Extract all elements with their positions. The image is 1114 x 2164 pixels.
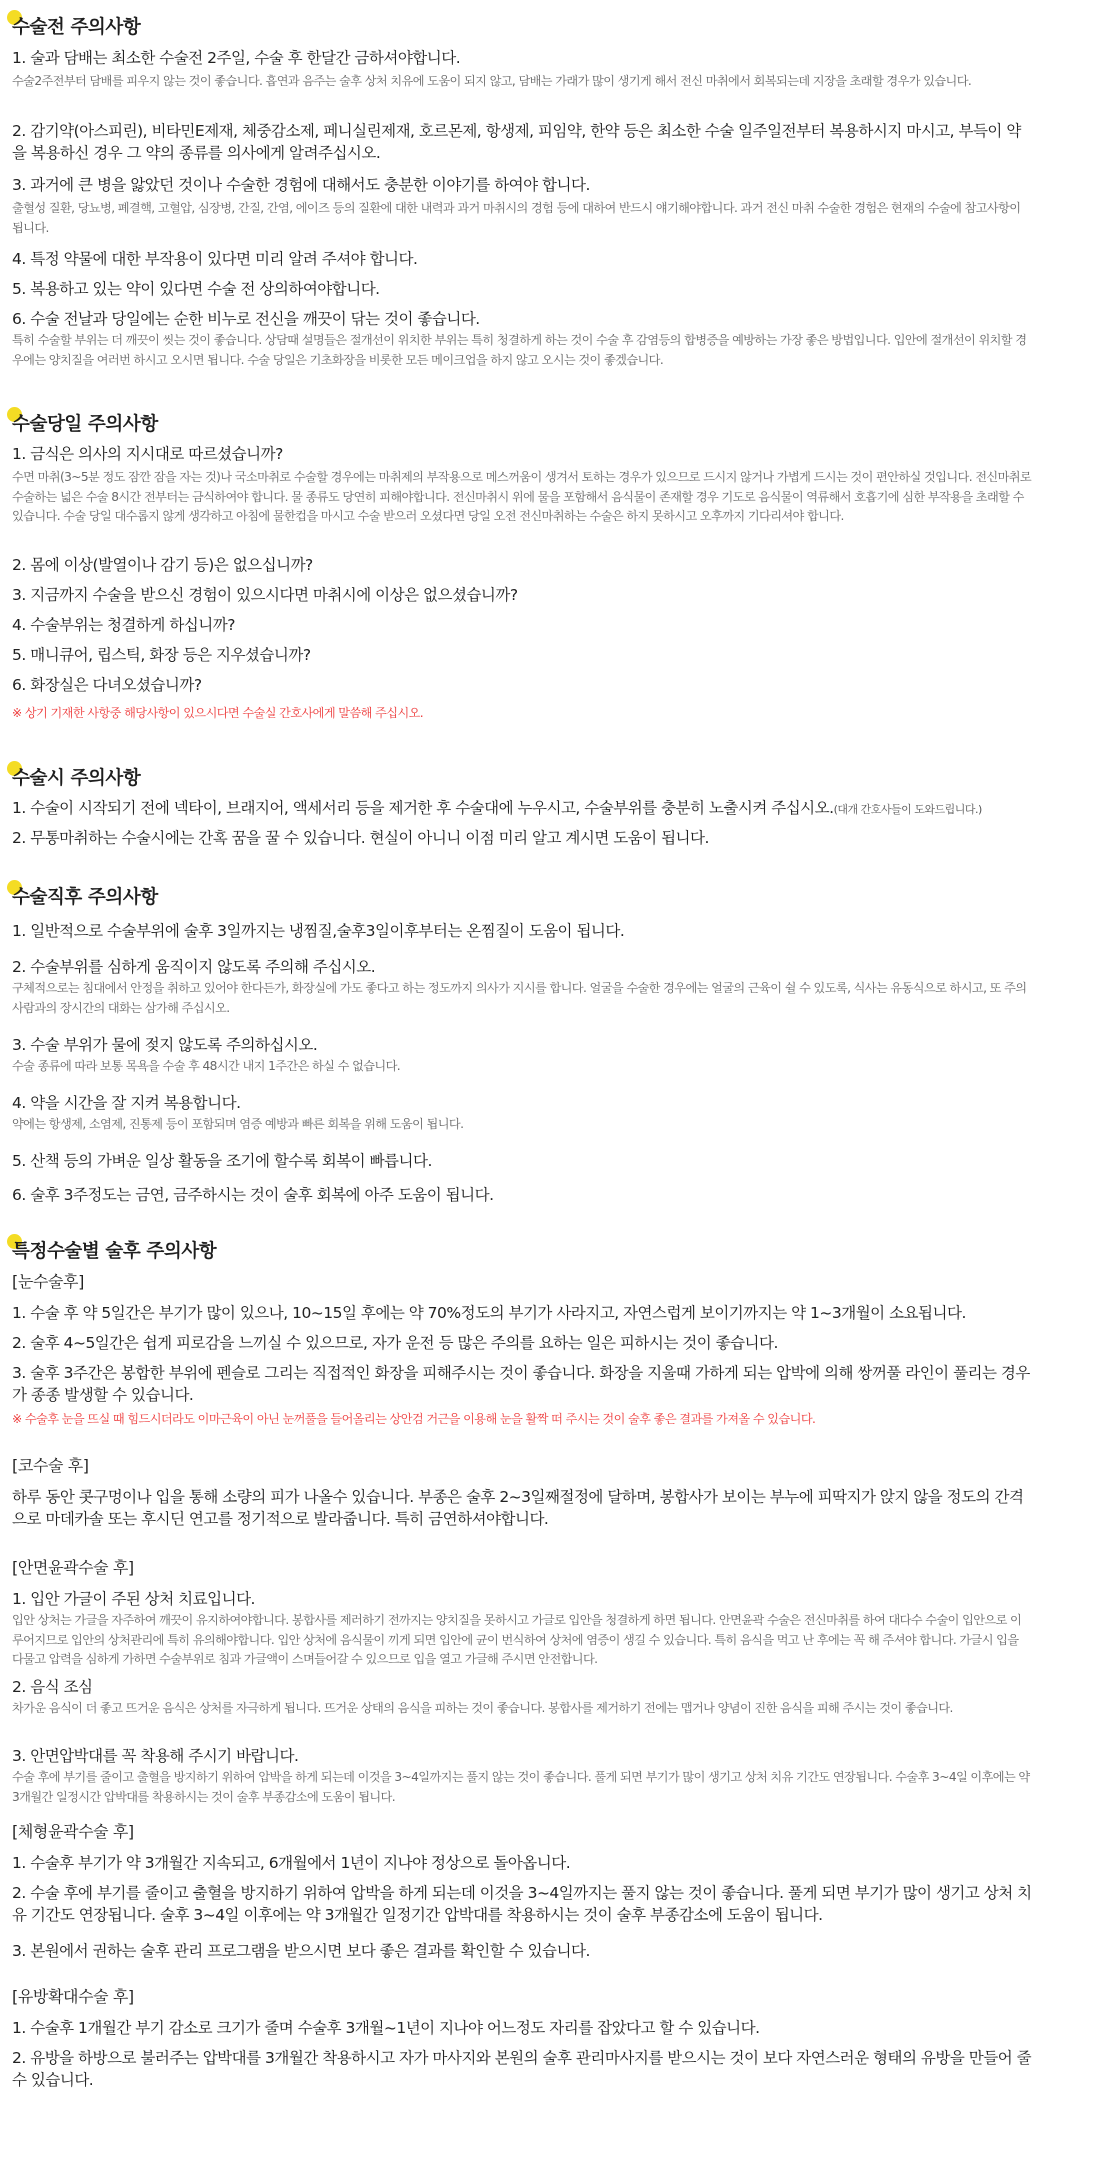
warning-note: ※ 상기 기재한 사항중 해당사항이 있으시다면 수술실 간호사에게 말씀해 주십시오. — [12, 706, 424, 720]
list-item: 3. 본원에서 권하는 술후 관리 프로그램을 받으시면 보다 좋은 결과를 확인할 수 있습니다. — [12, 1942, 590, 1960]
item-note: 약에는 항생제, 소염제, 진통제 등이 포함되며 염증 예방과 빠른 회복을 위해 도움이 됩니다. — [12, 1117, 464, 1131]
item-note: 출혈성 질환, 당뇨병, 폐결핵, 고혈압, 심장병, 간질, 간염, 에이즈 등의 질환에 대한 내력과 과거 마취시의 경험 등에 대하여 반드시 얘기해야합니다. 과거 전신 마취 수술한 경험은 현재의 수술에 참고사항이 됩니다. — [12, 201, 1021, 235]
section-title: 수술전 주의사항 — [12, 17, 141, 38]
section-during — [12, 767, 1102, 847]
section-heading — [12, 1240, 1102, 1264]
list-item: 5. 복용하고 있는 약이 있다면 수술 전 상의하여야합니다. — [12, 280, 380, 298]
list-item: 3. 지금까지 수술을 받으신 경험이 있으시다면 마취시에 이상은 없으셨습니까? — [12, 586, 518, 604]
list-item: 2. 무통마취하는 수술시에는 간혹 꿈을 꿀 수 있습니다. 현실이 아니니 이점 미리 알고 계시면 도움이 됩니다. — [12, 829, 709, 847]
item-note: 구체적으로는 침대에서 안정을 취하고 있어야 한다든가, 화장실에 가도 좋다고 하는 정도까지 의사가 지시를 합니다. 얼굴을 수술한 경우에는 얼굴의 근육이 쉴 수 있도록, 식사는 유동식으로 하시고, 또 주의사람과의 장시간의 대화는 삼가해 주십시오. — [12, 981, 1027, 1015]
list-item: 1. 수술 후 약 5일간은 부기가 많이 있으나, 10~15일 후에는 약 70%정도의 부기가 사라지고, 자연스럽게 보이기까지는 약 1~3개월이 소요됩니다. — [12, 1304, 966, 1322]
section-heading — [12, 16, 1102, 40]
section-title: 수술시 주의사항 — [12, 768, 141, 789]
list-item: 1. 수술후 부기가 약 3개월간 지속되고, 6개월에서 1년이 지나야 정상으로 돌아옵니다. — [12, 1854, 571, 1872]
list-item: 2. 수술부위를 심하게 움직이지 않도록 주의해 주십시오. — [12, 958, 376, 976]
section-pre-op — [12, 16, 1102, 367]
paragraph: 하루 동안 콧구멍이나 입을 통해 소량의 피가 나올수 있습니다. 부종은 술후 2~3일째절정에 달하며, 봉합사가 보이는 부누에 피딱지가 앉지 않을 정도의 간격으로 마데카솔 또는 후시딘 연고를 정기적으로 발라줍니다. 특히 금연하셔야합니다. — [12, 1488, 1024, 1528]
list-item: 6. 수술 전날과 당일에는 순한 비누로 전신을 깨끗이 닦는 것이 좋습니다. — [12, 310, 480, 328]
list-item: 2. 술후 4~5일간은 쉽게 피로감을 느끼실 수 있으므로, 자가 운전 등 많은 주의를 요하는 일은 피하시는 것이 좋습니다. — [12, 1334, 778, 1352]
list-item: 4. 특정 약물에 대한 부작용이 있다면 미리 알려 주셔야 합니다. — [12, 250, 418, 268]
list-item-aside: (대개 간호사들이 도와드립니다.) — [833, 803, 982, 816]
list-item: 2. 유방을 하방으로 불러주는 압박대를 3개월간 착용하시고 자가 마사지와 본원의 술후 관리마사지를 받으시는 것이 보다 자연스러운 형태의 유방을 만들어 줄 수 있습니다. — [12, 2049, 1032, 2089]
list-item: 3. 과거에 큰 병을 앓았던 것이나 수술한 경험에 대해서도 충분한 이야기를 하여야 합니다. — [12, 176, 590, 194]
list-item: 2. 감기약(아스피린), 비타민E제재, 체중감소제, 페니실린제재, 호르몬제, 항생제, 피임약, 한약 등은 최소한 수술 일주일전부터 복용하시지 마시고, 부득이 약을 복용하신 경우 그 약의 종류를 의사에게 알려주십시오. — [12, 122, 1021, 162]
list-item: 3. 술후 3주간은 봉합한 부위에 펜슬로 그리는 직접적인 화장을 피해주시는 것이 좋습니다. 화장을 지울때 가하게 되는 압박에 의해 쌍꺼풀 라인이 풀리는 경우가 종종 발생할 수 있습니다. — [12, 1364, 1030, 1404]
item-note: 특히 수술할 부위는 더 깨끗이 씻는 것이 좋습니다. 상담때 설명들은 절개선이 위치한 부위는 특히 청결하게 하는 것이 수술 후 감염등의 합병증을 예방하는 가장 좋은 방법입니다. 입안에 절개선이 위치할 경우에는 양치질을 여러번 하시고 오시면 됩니다. 수술 당일은 기초화장을 비롯한 모든 메이크업을 하지 않고 오시는 것이 좋겠습니다. — [12, 333, 1027, 367]
section-specific — [12, 1240, 1102, 2089]
list-item: 1. 입안 가글이 주된 상처 치료입니다. — [12, 1590, 255, 1608]
subsection-label-facial: [안면윤곽수술 후] — [12, 1558, 134, 1577]
item-note: 수술2주전부터 담배를 피우지 않는 것이 좋습니다. 흡연과 음주는 술후 상처 치유에 도움이 되지 않고, 담배는 가래가 많이 생기게 해서 전신 마취에서 회복되는데 지장을 초래할 경우가 있습니다. — [12, 74, 972, 88]
list-item: 6. 술후 3주정도는 금연, 금주하시는 것이 술후 회복에 아주 도움이 됩니다. — [12, 1186, 494, 1204]
warning-note: ※ 수술후 눈을 뜨실 때 힘드시더라도 이마근육이 아닌 눈꺼풀을 들어올리는 상안검 거근을 이용해 눈을 활짝 떠 주시는 것이 술후 좋은 결과를 가져올 수 있습니다. — [12, 1412, 816, 1426]
list-item: 4. 약을 시간을 잘 지켜 복용합니다. — [12, 1094, 241, 1112]
section-title: 수술당일 주의사항 — [12, 414, 158, 435]
section-post-op — [12, 886, 1102, 1204]
subsection-label-breast: [유방확대수술 후] — [12, 1987, 134, 2006]
section-title: 특정수술별 술후 주의사항 — [12, 1241, 217, 1262]
list-item: 1. 수술후 1개월간 부기 감소로 크기가 줄며 수술후 3개월~1년이 지나야 어느정도 자리를 잡았다고 할 수 있습니다. — [12, 2019, 760, 2037]
list-item: 5. 매니큐어, 립스틱, 화장 등은 지우셨습니까? — [12, 646, 311, 664]
list-item: 6. 화장실은 다녀오셨습니까? — [12, 676, 202, 694]
subsection-label-eye: [눈수술후] — [12, 1272, 84, 1291]
list-item — [12, 797, 982, 821]
section-heading — [12, 767, 1102, 791]
list-item: 2. 수술 후에 부기를 줄이고 출혈을 방지하기 위하여 압박을 하게 되는데 이것을 3~4일까지는 풀지 않는 것이 좋습니다. 풀게 되면 부기가 많이 생기고 상처 치유 기간도 연장됩니다. 술후 3~4일 이후에는 약 3개월간 일정기간 압박대를 착용하시는 것이 술후 부종감소에 도움이 됩니다. — [12, 1884, 1032, 1924]
section-day-of — [12, 413, 1102, 720]
item-note: 수면 마취(3~5분 정도 잠깐 잠을 자는 것)나 국소마취로 수술할 경우에는 마취제의 부작용으로 메스꺼움이 생겨서 토하는 경우가 있으므로 드시지 않거나 가볍게 드시는 것이 편안하실 것입니다. 전신마취로 수술하는 넓은 수술 8시간 전부터는 금식하여야 합니다. 물 종류도 당연히 피해야합니다. 전신마취시 위에 물을 포함해서 음식물이 존재할 경우 기도로 음식물이 역류해서 호흡기에 심한 부작용을 초래할 수 있습니다. 수술 당일 대수롭지 않게 생각하고 아침에 물한컵을 마시고 수술 받으러 오셨다면 당일 오전 전신마취하는 수술은 하지 못하시고 오후까지 기다리셔야 합니다. — [12, 470, 1032, 523]
section-heading — [12, 886, 1102, 910]
item-note: 입안 상처는 가글을 자주하여 깨끗이 유지하여야합니다. 봉합사를 제러하기 전까지는 양치질을 못하시고 가글로 입안을 청결하게 하면 됩니다. 안면윤곽 수술은 전신마취를 하여 대다수 수술이 입안으로 이루어지므로 입안의 상처관리에 특히 유의해야합니다. 입안 상처에 음식물이 끼게 되면 입안에 균이 번식하여 상처에 염증이 생길 수 있습니다. 특히 음식을 먹고 난 후에는 꼭 해 주셔야 합니다. 가글시 입을 다물고 압력을 심하게 가하면 수술부위로 침과 가글액이 스며들어갈 수 있으므로 입을 열고 가글해 주시면 안전합니다. — [12, 1613, 1022, 1666]
item-note: 수술 후에 부기를 줄이고 출혈을 방지하기 위하여 압박을 하게 되는데 이것을 3~4일까지는 풀지 않는 것이 좋습니다. 풀게 되면 부기가 많이 생기고 상처 치유 기간도 연장됩니다. 수술후 3~4일 이후에는 약 3개월간 일정시간 압박대를 착용하시는 것이 술후 부종감소에 도움이 됩니다. — [12, 1770, 1030, 1804]
item-note: 수술 종류에 따라 보통 목욕을 수술 후 48시간 내지 1주간은 하실 수 없습니다. — [12, 1059, 401, 1073]
list-item: 5. 산책 등의 가벼운 일상 활동을 조기에 할수록 회복이 빠릅니다. — [12, 1152, 432, 1170]
section-title: 수술직후 주의사항 — [12, 887, 158, 908]
list-item: 3. 안면압박대를 꼭 착용해 주시기 바랍니다. — [12, 1747, 299, 1765]
list-item: 3. 수술 부위가 물에 젖지 않도록 주의하십시오. — [12, 1036, 318, 1054]
section-heading — [12, 413, 1102, 437]
list-item-text: 1. 수술이 시작되기 전에 넥타이, 브래지어, 액세서리 등을 제거한 후 수술대에 누우시고, 수술부위를 충분히 노출시켜 주십시오. — [12, 799, 834, 817]
subsection-label-nose: [코수술 후] — [12, 1456, 89, 1475]
subsection-label-body: [체형윤곽수술 후] — [12, 1822, 134, 1841]
item-note: 차가운 음식이 더 좋고 뜨거운 음식은 상처를 자극하게 됩니다. 뜨거운 상태의 음식을 피하는 것이 좋습니다. 봉합사를 제거하기 전에는 맵거나 양념이 진한 음식을 피해 주시는 것이 좋습니다. — [12, 1701, 953, 1715]
list-item: 2. 몸에 이상(발열이나 감기 등)은 없으십니까? — [12, 556, 313, 574]
list-item: 1. 일반적으로 수술부위에 술후 3일까지는 냉찜질,술후3일이후부터는 온찜질이 도움이 됩니다. — [12, 922, 625, 940]
list-item: 1. 금식은 의사의 지시대로 따르셨습니까? — [12, 445, 283, 463]
list-item: 4. 수술부위는 청결하게 하십니까? — [12, 616, 235, 634]
list-item: 2. 음식 조심 — [12, 1678, 93, 1696]
list-item: 1. 술과 담배는 최소한 수술전 2주일, 수술 후 한달간 금하셔야합니다. — [12, 49, 461, 67]
